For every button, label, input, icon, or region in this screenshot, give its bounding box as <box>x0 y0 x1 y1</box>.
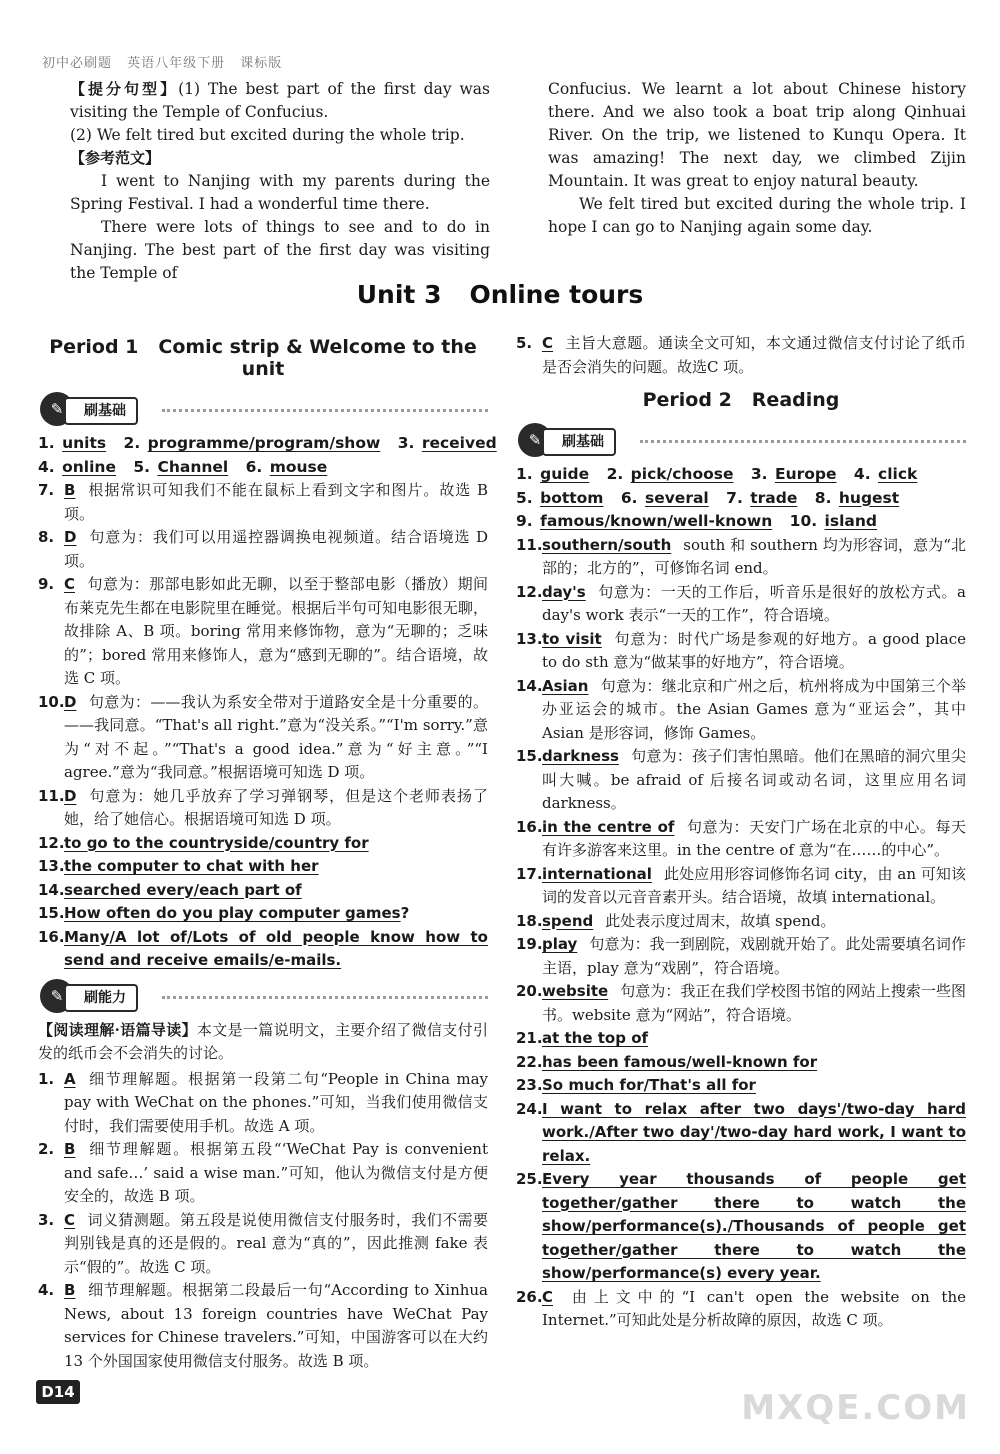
sample-essay-tag: 【参考范文】 <box>70 149 161 167</box>
book-header: 初中必刷题 英语八年级下册 课标版 <box>42 56 283 71</box>
answer-item-11: 11. southern/south south 和 southern 均为形容词，意为“北部的；北方的”，可修饰名词 end。 <box>516 535 966 577</box>
essay-left-column <box>70 78 490 285</box>
reading-answer-2: 2. B 细节理解题。根据第五段“‘WeChat Pay is convenient and safe…’ said a wise man.”可知，他认为微信支付是方便安全的，故选 B 项。 <box>38 1140 488 1205</box>
key-sentence-1: 【提分句型】(1) The best part of the first day was visiting the Temple of Confucius. <box>70 80 490 121</box>
answer-item-8: 8. D 句意为：我们可以用遥控器调换电视频道。结合语境选 D 项。 <box>38 528 488 570</box>
answer-item-21: 21. at the top of <box>516 1029 649 1047</box>
answer-item-18: 18. spend 此处表示度过周末，故填 spend。 <box>516 911 836 930</box>
essay-paragraph-3: We felt tired but excited during the whole trip. I hope I can go to Nanjing again some day. <box>548 195 966 236</box>
answer-item-15: 15. darkness 句意为：孩子们害怕黑暗。他们在黑暗的洞穴里尖叫大喊。be afraid of 后接名词或动名词，这里应用名词 darkness。 <box>516 747 966 812</box>
reading-answer-3: 3. C 词义猜测题。第五段是说使用微信支付服务时，我们不需要判别钱是真的还是假的。real 意为“真的”，因此推测 fake 表示“假的”。故选 C 项。 <box>38 1210 488 1276</box>
dotted-divider <box>162 996 488 999</box>
answer-item-25: 25. Every year thousands of people get together/gather there to watch the show/performance(s)./Thousands of people get together/gather there to watch the show/performance(s) every year. <box>516 1170 966 1282</box>
unit-name: Online tours <box>469 280 644 309</box>
key-sentence-2: (2) We felt tired but excited during the whole trip. <box>70 126 465 144</box>
unit-title <box>0 280 1000 309</box>
essay-paragraph-2: There were lots of things to see and to do in Nanjing. The best part of the first day was visiting the Temple of <box>70 218 490 282</box>
answer-item-11: 11. D 句意为：她几乎放弃了学习弹钢琴，但是这个老师表扬了她，给了她信心。根据语境可知选 D 项。 <box>38 786 488 828</box>
answer-item-10: 10. D 句意为：——我认为系安全带对于道路安全是十分重要的。——我同意。“That's all right.”意为“没关系。”“I'm sorry.”意为“对不起。”“That's a good idea.”意为“好主意。”“I agree.”意为“我同意。”根据语境可知选 D 项。 <box>38 692 488 781</box>
answer-item-26: 26. C 由上文中的“I can't open the website on the Internet.”可知此处是分析故障的原因，故选 C 项。 <box>516 1287 966 1329</box>
answer-item-13: 13. the computer to chat with her <box>38 857 319 875</box>
section-basic-badge-2: ✎ 刷基础 <box>516 423 966 457</box>
answer-item-12: 12. day's 句意为：一天的工作后，听音乐是很好的放松方式。a day's work 表示“一天的工作”，符合语境。 <box>516 582 966 624</box>
pen-icon: ✎ <box>40 392 74 426</box>
answer-item-14: 14. Asian 句意为：继北京和广州之后，杭州将成为中国第三个举办亚运会的城市。the Asian Games 意为“亚运会”，其中 Asian 是形容词，修饰 Games。 <box>516 676 966 742</box>
answer-item-16: 16. in the centre of 句意为：天安门广场在北京的中心。每天有许多游客来这里。in the centre of 意为“在……的中心”。 <box>516 817 966 859</box>
answer-item-23: 23. So much for/That's all for <box>516 1076 756 1094</box>
answer-item-13: 13. to visit 句意为：时代广场是参观的好地方。a good place to do sth 意为“做某事的好地方”，符合语境。 <box>516 629 966 671</box>
dotted-divider <box>162 409 488 412</box>
right-column <box>516 332 966 1333</box>
answer-item-7: 7. B 根据常识可知我们不能在鼠标上看到文字和图片。故选 B 项。 <box>38 481 488 523</box>
answer-item-12: 12. to go to the countryside/country for <box>38 833 369 852</box>
page-number: D14 <box>36 1380 80 1404</box>
answer-item-17: 17. international 此处应用形容词修饰名词 city，由 an 可知该词的发音以元音音素开头。结合语境，故填 international。 <box>516 864 966 906</box>
reading-answer-1: 1. A 细节理解题。根据第一段第二句“People in China may pay with WeChat on the phones.”可知，当我们使用微信支付时，我们需要使用手机。故选 A 项。 <box>38 1069 488 1135</box>
answer-item-19: 19. play 句意为：我一到剧院，戏剧就开始了。此处需要填名词作主语，play 意为“戏剧”，符合语境。 <box>516 935 966 977</box>
pen-icon: ✎ <box>40 979 74 1013</box>
section-basic-badge: ✎ 刷基础 <box>38 392 488 426</box>
essay-paragraph-2-cont: Confucius. We learnt a lot about Chinese history there. And we also took a boat trip along Qinhuai River. On the trip, we listened to Kunqu Opera. It was amazing! The next day, we climbed Zijin Mountain. It was great to enjoy natural beauty. <box>548 80 966 190</box>
reading-answer-4: 4. B 细节理解题。根据第二段最后一句“According to Xinhua News, about 13 foreign countries have WeChat Pay services for Chinese travelers.”可知，中国游客可以在大约 13 个外国国家使用微信支付服务。故选 B 项。 <box>38 1281 488 1370</box>
period1-title: Period 1 Comic strip & Welcome to the unit <box>49 336 477 380</box>
reading-answer-5: 5. C 主旨大意题。通读全文可知，本文通过微信支付讨论了纸币是否会消失的问题。故选C 项。 <box>516 334 966 376</box>
essay-paragraph-1: I went to Nanjing with my parents during the Spring Festival. I had a wonderful time there. <box>70 172 490 213</box>
answer-item-16: 16. Many/A lot of/Lots of old people know how to send and receive emails/e-mails. <box>38 927 488 969</box>
answer-row: 1. guide 2. pick/choose 3. Europe 4. click <box>516 465 918 483</box>
answer-item-9: 9. C 句意为：那部电影如此无聊，以至于整部电影（播放）期间布莱克先生都在电影院里在睡觉。根据后半句可知电影很无聊，故排除 A、B 项。boring 常用来修饰物，意为“无聊的；乏味的”；bored 常用来修饰人，意为“感到无聊的”。结合语境，故选 C 项。 <box>38 575 488 687</box>
answer-row: 5. bottom 6. several 7. trade 8. hugest <box>516 488 900 507</box>
answer-row: 4. online 5. Channel 6. mouse <box>38 457 328 476</box>
left-column <box>38 332 497 1373</box>
dotted-divider <box>640 440 966 443</box>
answer-item-15: 15. How often do you play computer games? <box>38 904 410 922</box>
answer-item-24: 24. I want to relax after two days'/two-day hard work./After two day'/two-day hard work, I want to relax. <box>516 1099 966 1165</box>
watermark: MXQE.COM <box>741 1388 970 1428</box>
essay-right-column <box>548 78 966 239</box>
answer-row: 9. famous/known/well-known 10. island <box>516 512 877 530</box>
unit-label: Unit 3 <box>356 280 442 309</box>
answer-item-14: 14. searched every/each part of <box>38 880 302 899</box>
answer-item-22: 22. has been famous/well-known for <box>516 1052 818 1071</box>
answer-item-20: 20. website 句意为：我正在我们学校图书馆的网站上搜索一些图书。website 意为“网站”，符合语境。 <box>516 982 966 1024</box>
section-ability-badge: ✎ 刷能力 <box>38 979 488 1013</box>
reading-guide: 【阅读理解·语篇导读】本文是一篇说明文，主要介绍了微信支付引发的纸币会不会消失的讨论。 <box>38 1020 488 1062</box>
pen-icon: ✎ <box>518 423 552 457</box>
answer-row: 1. units 2. programme/program/show 3. received <box>38 434 497 452</box>
period2-title: Period 2 Reading <box>642 389 840 411</box>
